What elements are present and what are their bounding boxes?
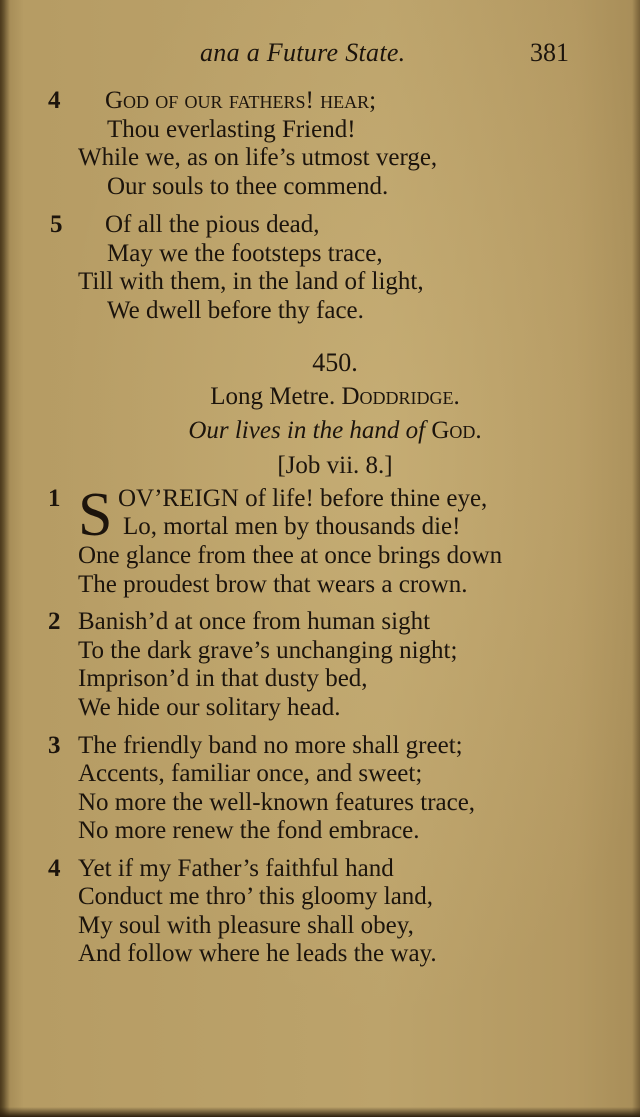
stanza-number: 4 [48,87,61,114]
running-title: ana a Future State. [200,38,406,67]
verse-line: While we, as on life’s utmost verge, [78,144,438,171]
page-number: 381 [530,38,569,67]
hymn-author: Doddridge. [341,383,460,410]
verse-line: We hide our solitary head. [78,694,341,721]
page-header [0,38,640,78]
hymn-metre-line [0,383,640,411]
verse-line: No more the well-known features trace, [78,789,476,816]
verse-line: Thou everlasting Friend! [107,116,356,143]
page-bottom-edge [0,1107,640,1117]
hymn-subtitle-line [0,417,640,445]
verse-line: We dwell before thy face. [107,297,364,324]
verse-line: Lo, mortal men by thousands die! [123,513,461,540]
scripture-reference: [Job vii. 8.] [277,452,393,479]
verse-line: My soul with pleasure shall obey, [78,912,414,939]
verse-line: Our souls to thee commend. [107,173,389,200]
verse-line: No more renew the fond embrace. [78,817,420,844]
stanza-number: 1 [48,485,61,512]
verse-line: Yet if my Father’s faithful hand [78,855,394,882]
verse-line: May we the footsteps trace, [107,240,383,267]
verse-line: Imprison’d in that dusty bed, [78,665,368,692]
drop-cap: S [78,481,113,549]
verse-line: To the dark grave’s unchanging night; [78,637,458,664]
verse-line: God of our fathers! hear; [105,87,377,114]
verse-line: One glance from thee at once brings down [78,542,503,569]
verse-line: And follow where he leads the way. [78,940,437,967]
page-gutter-shadow [0,0,10,1117]
verse-line: Of all the pious dead, [105,211,320,238]
hymn-subtitle-tail: God. [431,417,482,444]
hymn-metre: Long Metre. [210,383,336,410]
verse-line: Conduct me thro’ this gloomy land, [78,883,434,910]
hymn-subtitle: Our lives in the hand of [188,417,426,444]
verse-line: Accents, familiar once, and sweet; [78,760,423,787]
stanza-number: 2 [48,608,61,635]
verse-line: Till with them, in the land of light, [78,268,424,295]
stanza-number: 4 [48,855,61,882]
verse-line: OV’REIGN of life! before thine eye, [118,485,488,512]
hymn-number: 450. [312,348,358,377]
page-right-edge [632,0,640,1117]
stanza-number: 3 [48,732,61,759]
stanza-number: 5 [50,211,63,238]
verse-line: The friendly band no more shall greet; [78,732,463,759]
verse-line: Banish’d at once from human sight [78,608,431,635]
verse-line: The proudest brow that wears a crown. [78,571,468,598]
